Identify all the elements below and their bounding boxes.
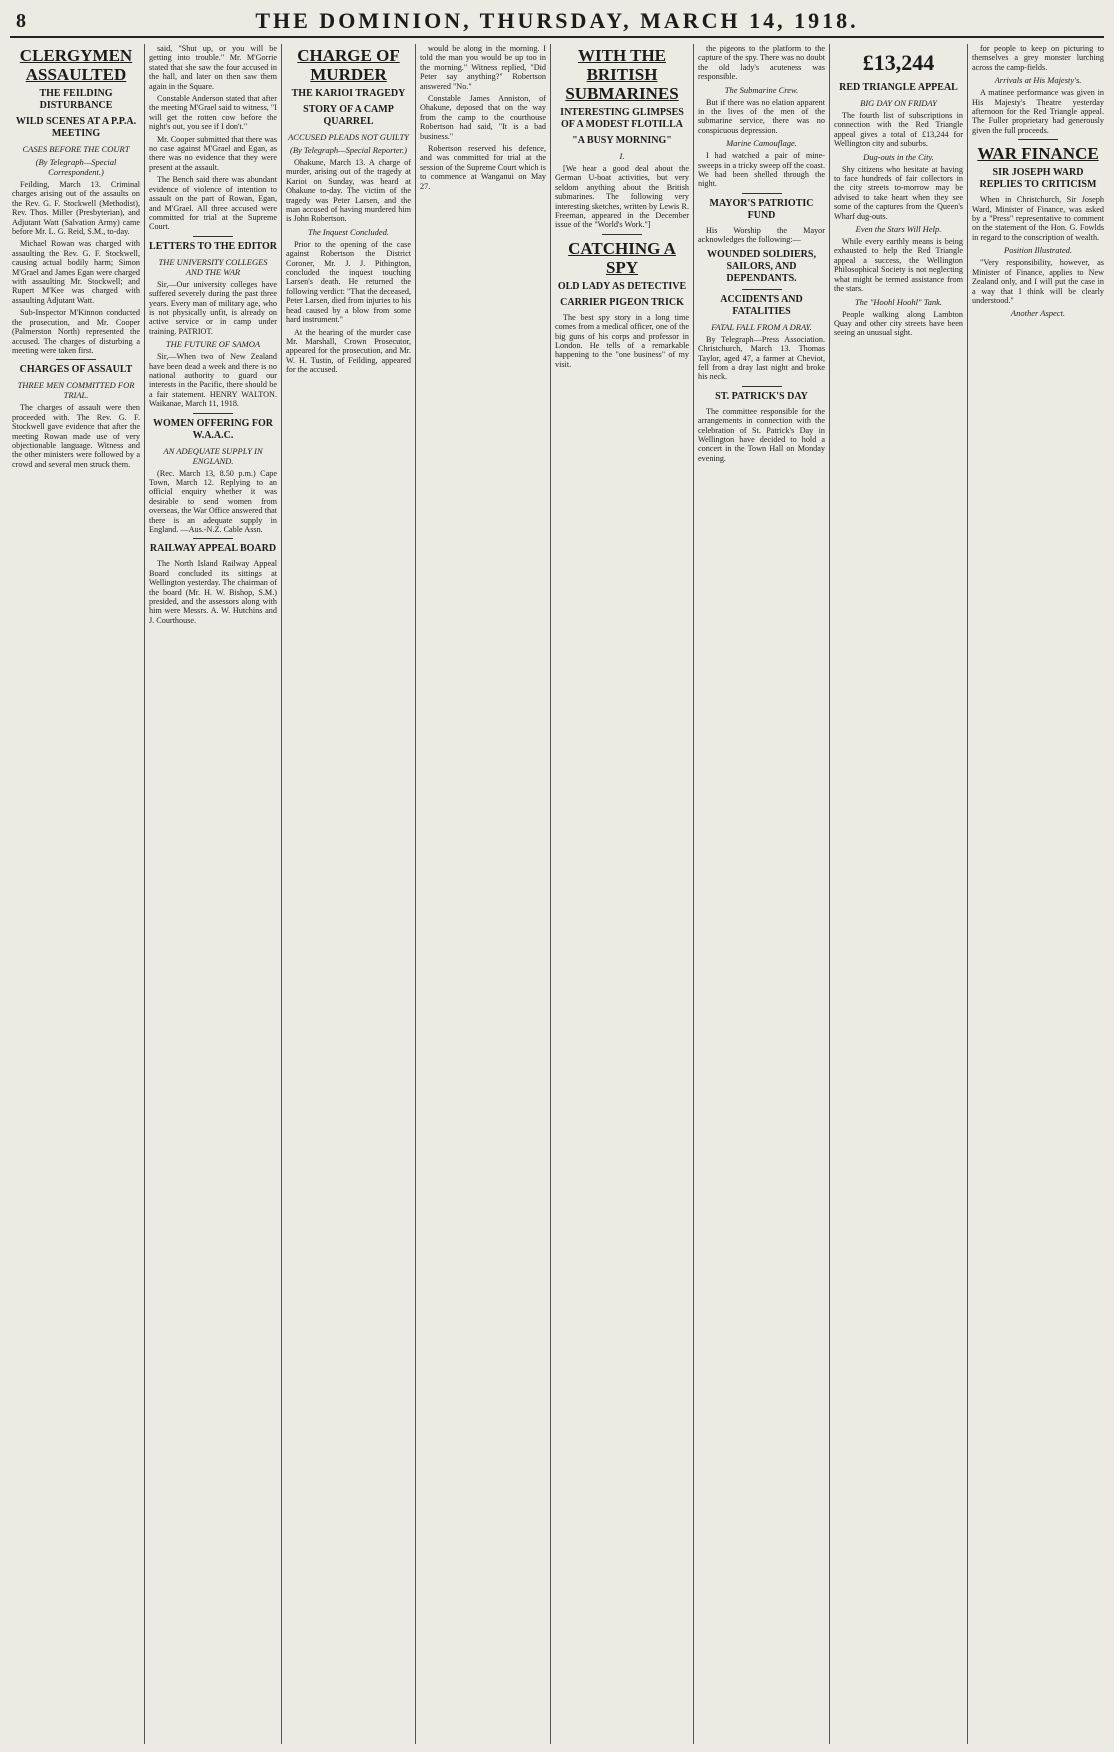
deck: The "Hoohl Hoohl" Tank. bbox=[854, 296, 943, 307]
paragraph: Sub-Inspector M'Kinnon conducted the prosecution, and Mr. Cooper (Palmerston North) represented the accused. The charges of disturbing a meeting were taken first. bbox=[12, 308, 140, 355]
subhead: WOMEN OFFERING FOR W.A.A.C. bbox=[153, 417, 273, 441]
headline-british-submarines: WITH THE BRITISH SUBMARINES bbox=[565, 46, 679, 103]
subhead: THE KARIOI TRAGEDY bbox=[291, 88, 406, 99]
deck: AN ADEQUATE SUPPLY IN ENGLAND. bbox=[163, 445, 263, 466]
deck: Arrivals at His Majesty's. bbox=[994, 75, 1082, 86]
paragraph: Feilding, March 13. Criminal charges arising out of the assaults on the Rev. G. F. Stockwell (Methodist), Rev. Thos. Miller (Presbyterian), and Adjutant Watt (Salvation Army) came before Mr. L. G. Reid, S.M., to-day. bbox=[12, 180, 140, 237]
column-rule bbox=[829, 44, 830, 1744]
divider bbox=[602, 234, 642, 235]
deck: THE FUTURE OF SAMOA bbox=[165, 339, 261, 350]
headline-amount: £13,244 bbox=[862, 50, 935, 75]
paragraph: Prior to the opening of the case against Robertson the District Coroner, Mr. J. J. Pithington, concluded the inquest touching Larsen's death. He returned the following verdict: "That the deceased, Peter Larsen, died from injuries to his head caused by a blow from some hard instrument." bbox=[286, 239, 411, 325]
paragraph: While every earthly means is being exhausted to help the Red Triangle appeal a success, the Wellington Philosophical Society is not neglecting what might be termed assistance from the stars. bbox=[834, 237, 963, 294]
paragraph: The best spy story in a long time comes from a medical officer, one of the big guns of his corps and professor in London. He tells of a remarkable happening to the "one business" of my visit. bbox=[555, 312, 689, 369]
byline: (By Telegraph—Special Correspondent.) bbox=[35, 157, 117, 177]
deck: Position Illustrated. bbox=[1004, 245, 1072, 256]
subhead: CARRIER PIGEON TRICK bbox=[560, 296, 684, 308]
column-3 bbox=[286, 44, 411, 1744]
subhead: "A BUSY MORNING" bbox=[572, 135, 672, 146]
paragraph: Robertson reserved his defence, and was committed for trial at the session of the Supreme Court which is to commence at Wanganui on May 27. bbox=[420, 144, 546, 191]
column-7 bbox=[834, 44, 963, 1744]
paragraph: Constable Anderson stated that after the meeting M'Grael said to witness, "I will get the rotten cow before the night's out, you see if I don't." bbox=[149, 94, 277, 132]
deck: THREE MEN COMMITTED FOR TRIAL. bbox=[17, 380, 135, 401]
subhead: WOUNDED SOLDIERS, SAILORS, AND DEPENDANTS. bbox=[707, 248, 816, 284]
paragraph: The committee responsible for the arrangements in connection with the celebration of St. Patrick's Day in Wellington have decided to hold a concert in the Town Hall on Monday evening. bbox=[698, 406, 825, 463]
masthead bbox=[10, 6, 1104, 38]
headline-clergymen-assaulted: CLERGYMEN ASSAULTED bbox=[19, 46, 133, 84]
byline: (By Telegraph—Special Reporter.) bbox=[289, 145, 407, 155]
column-4 bbox=[420, 44, 546, 1744]
subhead: RAILWAY APPEAL BOARD bbox=[149, 543, 277, 555]
subhead: ST. PATRICK'S DAY bbox=[715, 390, 808, 402]
subhead: CHARGES OF ASSAULT bbox=[19, 364, 133, 376]
paragraph: Sir,—Our university colleges have suffered severely during the past three years. Every man of military age, who is not physically unfit, is already on active service or in camp under training. PATRIOT. bbox=[149, 279, 277, 336]
column-rule bbox=[415, 44, 416, 1744]
subhead: STORY OF A CAMP QUARREL bbox=[303, 104, 394, 127]
column-5 bbox=[555, 44, 689, 1744]
column-rule bbox=[281, 44, 282, 1744]
deck: Even the Stars Will Help. bbox=[855, 224, 942, 235]
deck: THE UNIVERSITY COLLEGES AND THE WAR bbox=[158, 256, 268, 277]
paragraph: the pigeons to the platform to the capture of the spy. There was no doubt the old lady's acuteness was responsible. bbox=[698, 44, 825, 82]
subhead: RED TRIANGLE APPEAL bbox=[839, 82, 958, 93]
column-2 bbox=[149, 44, 277, 1744]
divider bbox=[742, 386, 782, 387]
column-1 bbox=[12, 44, 140, 1744]
headline-war-finance: WAR FINANCE bbox=[977, 144, 1099, 164]
column-rule bbox=[144, 44, 145, 1744]
deck: Another Aspect. bbox=[1010, 308, 1066, 319]
deck: CASES BEFORE THE COURT bbox=[22, 144, 130, 154]
subhead: ACCIDENTS AND FATALITIES bbox=[720, 293, 803, 317]
subhead: INTERESTING GLIMPSES OF A MODEST FLOTILLA bbox=[560, 107, 684, 130]
section-number: I. bbox=[619, 151, 625, 161]
deck: Marine Camouflage. bbox=[726, 138, 797, 149]
divider bbox=[193, 236, 233, 237]
headline-letters-to-the-editor: LETTERS TO THE EDITOR bbox=[149, 240, 277, 252]
divider bbox=[193, 413, 233, 414]
paragraph: But if there was no elation apparent in the lives of the men of the submarine service, there was no conspicuous depression. bbox=[698, 97, 825, 135]
newspaper-title: THE DOMINION, THURSDAY, MARCH 14, 1918. bbox=[255, 8, 859, 33]
paragraph: Sir,—When two of New Zealand have been dead a week and there is no national authority to guard our interests in the Pacific, there should be a fair statement. HENRY WALTON. Waikanae, March 11, 1918. bbox=[149, 352, 277, 409]
paragraph: A matinee performance was given in His Majesty's Theatre yesterday afternoon for the Red Triangle appeal. The Fuller proprietary had generously given the full proceeds. bbox=[972, 88, 1104, 135]
column-6 bbox=[698, 44, 825, 1744]
divider bbox=[1018, 139, 1058, 140]
subhead: MAYOR'S PATRIOTIC FUND bbox=[709, 197, 814, 221]
headline-catching-a-spy: CATCHING A SPY bbox=[568, 238, 676, 277]
paragraph: (Rec. March 13, 8.50 p.m.) Cape Town, March 12. Replying to an official enquiry whether it was desirable to send women from overseas, the War Office answered that there is an adequate supply in England. —Aus.-N.Z. Cable Assn. bbox=[149, 468, 277, 535]
paragraph: By Telegraph—Press Association. Christchurch, March 13. Thomas Taylor, aged 47, a farmer at Cheviot, fell from a dray last night and broke his neck. bbox=[698, 334, 825, 382]
paragraph: Shy citizens who hesitate at having to face hundreds of fair collectors in the city streets to-morrow may be advised to take heart when they see some of the captures from the Queen's Wharf dug-outs. bbox=[834, 164, 963, 221]
paragraph: His Worship the Mayor acknowledges the following:— bbox=[698, 225, 825, 245]
paragraph: said, "Shut up, or you will be getting into trouble." Mr. M'Gorrie stated that she saw the four accused in the hall, and later on then saw them again in the Square. bbox=[149, 44, 277, 91]
deck: The Submarine Crew. bbox=[724, 84, 799, 95]
paragraph: The Bench said there was abundant evidence of violence of intention to assault on the part of Rowan, Egan, and M'Grael. All three accused were committed for trial at the Supreme Court. bbox=[149, 175, 277, 232]
deck: FATAL FALL FROM A DRAY. bbox=[711, 321, 812, 332]
paragraph: The charges of assault were then proceeded with. The Rev. G. F. Stockwell gave evidence that after the meeting Rowan made use of very objectionable language. Witness and the other ministers were followed by a crowd and several men struck them. bbox=[12, 403, 140, 469]
page-number: 8 bbox=[16, 10, 26, 32]
paragraph: At the hearing of the murder case Mr. Marshall, Crown Prosecutor, appeared for the prosecution, and Mr. W. H. Tustin, of Feilding, appeared for the accused. bbox=[286, 327, 411, 375]
deck: BIG DAY ON FRIDAY bbox=[860, 98, 937, 108]
deck: The Inquest Concluded. bbox=[308, 226, 389, 237]
column-rule bbox=[693, 44, 694, 1744]
paragraph: People walking along Lambton Quay and other city streets have been seeing an unusual sight. bbox=[834, 309, 963, 338]
divider bbox=[742, 289, 782, 290]
divider bbox=[193, 538, 233, 539]
divider bbox=[742, 193, 782, 194]
paragraph: [We hear a good deal about the German U-boat activities, but very seldom anything about the British submarines. The following very interesting sketches, written by Lewis R. Freeman, appeared in the December issue of the "World's Work."] bbox=[555, 164, 689, 230]
column-rule bbox=[550, 44, 551, 1744]
column-rule bbox=[967, 44, 968, 1744]
paragraph: When in Christchurch, Sir Joseph Ward, Minister of Finance, was asked by a "Press" representative to comment on the statement of the Hon. G. Fowlds in regard to the conscription of wealth. bbox=[972, 195, 1104, 242]
divider bbox=[56, 359, 96, 360]
subhead: WILD SCENES AT A P.P.A. MEETING bbox=[15, 116, 137, 139]
paragraph: I had watched a pair of mine-sweeps in a tricky sweep off the coast. We had been shelled through the night. bbox=[698, 151, 825, 189]
paragraph: Ohakune, March 13. A charge of murder, arising out of the tragedy at Karioi on Sunday, was heard at Ohakune to-day. The victim of the tragedy was Peter Larsen, and the man accused of having murdered him is John Robertson. bbox=[286, 158, 411, 224]
paragraph: Constable James Anniston, of Ohakune, deposed that on the way from the camp to the courthouse Robertson had said, "It is a bad business." bbox=[420, 94, 546, 141]
paragraph: Mr. Cooper submitted that there was no case against M'Grael and Egan, as there was no evidence that they were present at the assault. bbox=[149, 134, 277, 172]
paragraph: Michael Rowan was charged with assaulting the Rev. G. F. Stockwell, causing actual bodily harm; Simon M'Grael and James Egan were charged with assaulting Mr. Stockwell; and Rupert M'Kee was charged with assaulting Adjutant Watt. bbox=[12, 239, 140, 305]
subhead: THE FEILDING DISTURBANCE bbox=[39, 88, 113, 111]
headline-charge-of-murder: CHARGE OF MURDER bbox=[297, 46, 400, 84]
subhead: SIR JOSEPH WARD REPLIES TO CRITICISM bbox=[979, 167, 1097, 191]
deck: ACCUSED PLEADS NOT GUILTY bbox=[288, 132, 409, 142]
column-8 bbox=[972, 44, 1104, 1744]
subhead: OLD LADY AS DETECTIVE bbox=[557, 280, 687, 292]
paragraph: "Very responsibility, however, as Minister of Finance, applies to New Zealand only, and I will put the case in a way that I think will be clearly understood." bbox=[972, 258, 1104, 305]
paragraph: The North Island Railway Appeal Board concluded its sittings at Wellington yesterday. The chairman of the board (Mr. H. W. Bishop, S.M.) presided, and the assessors along with him were Messrs. A. W. Hutchins and J. Courthouse. bbox=[149, 559, 277, 625]
paragraph: would be along in the morning. I told the man you would be up too in the morning." Witness replied, "Did Peter say anything?" Robertson answered "No." bbox=[420, 44, 546, 91]
paragraph: The fourth list of subscriptions in connection with the Red Triangle appeal gives a total of £13,244 for Wellington city and suburbs. bbox=[834, 111, 963, 149]
deck: Dug-outs in the City. bbox=[863, 151, 934, 162]
paragraph: for people to keep on picturing to themselves a grey monster lurching across the camp-fields. bbox=[972, 44, 1104, 72]
